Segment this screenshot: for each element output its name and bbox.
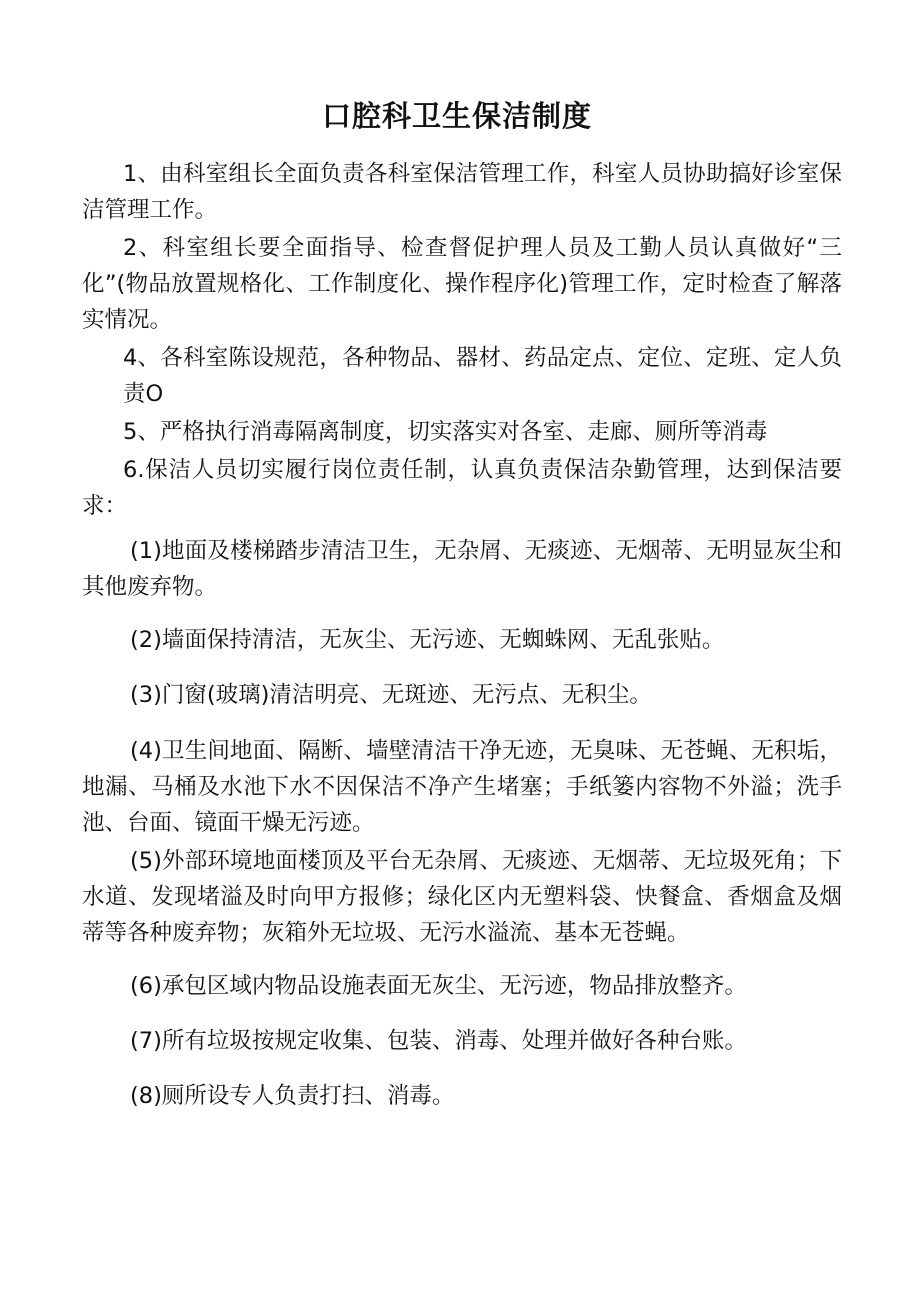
- document-body: [82, 156, 842, 1114]
- requirement-item-1: (1)地面及楼梯踏步清洁卫生，无杂屑、无痰迹、无烟蒂、无明显灰尘和其他废弃物。: [82, 538, 842, 600]
- requirement-item-6: (6)承包区域内物品设施表面无灰尘、无污迹，物品排放整齐。: [130, 973, 747, 999]
- requirement-item-5: (5)外部环境地面楼顶及平台无杂屑、无痰迹、无烟蒂、无垃圾死角；下水道、发现堵溢及时向甲方报修；绿化区内无塑料袋、快餐盒、香烟盒及烟蒂等各种废弃物；灰箱外无垃圾、无污水溢流、基本无苍蝇。: [82, 848, 842, 946]
- requirement-item-4: (4)卫生间地面、隔断、墙壁清洁干净无迹，无臭味、无苍蝇、无积垢，地漏、马桶及水池下水不因保洁不净产生堵塞；手纸篓内容物不外溢；洗手池、台面、镜面干燥无污迹。: [82, 738, 842, 836]
- paragraph-1: 1、由科室组长全面负责各科室保洁管理工作，科室人员协助搞好诊室保洁管理工作。: [82, 161, 842, 223]
- paragraph-6: 6.保洁人员切实履行岗位责任制，认真负责保洁杂勤管理，达到保洁要求：: [82, 457, 842, 519]
- paragraph-2: 2、科室组长要全面指导、检查督促护理人员及工勤人员认真做好“三化”(物品放置规格化、工作制度化、操作程序化)管理工作，定时检查了解落实情况。: [82, 235, 842, 333]
- requirement-item-3: (3)门窗(玻璃)清洁明亮、无斑迹、无污点、无积尘。: [130, 682, 652, 708]
- paragraph-4: 4、各科室陈设规范，各种物品、器材、药品定点、定位、定班、定人负责O: [123, 345, 842, 407]
- page-title: 口腔科卫生保洁制度: [321, 99, 592, 134]
- paragraph-5: 5、严格执行消毒隔离制度，切实落实对各室、走廊、厕所等消毒: [123, 419, 768, 445]
- requirement-item-8: (8)厕所设专人负责打扫、消毒。: [130, 1083, 455, 1109]
- requirement-item-2: (2)墙面保持清洁，无灰尘、无污迹、无蜘蛛网、无乱张贴。: [130, 627, 725, 653]
- requirement-item-7: (7)所有垃圾按规定收集、包装、消毒、处理并做好各种台账。: [130, 1028, 747, 1054]
